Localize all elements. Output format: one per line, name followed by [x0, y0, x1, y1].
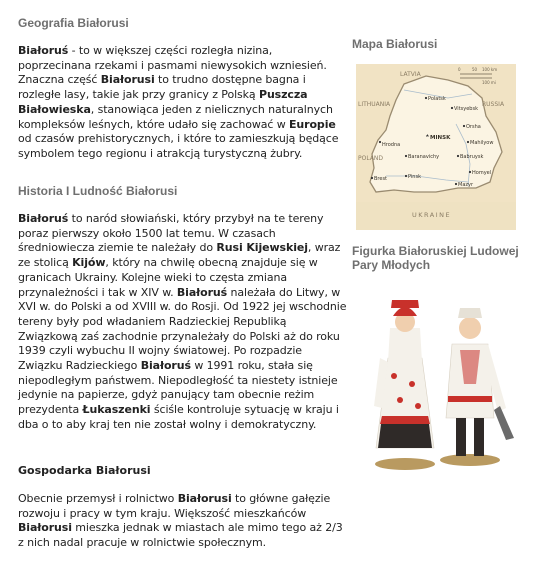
- city-minsk: MINSK: [430, 135, 451, 141]
- city-polatsk: Polatsk: [428, 96, 446, 102]
- section-title-history: Historia I Ludność Białorusi: [18, 184, 178, 198]
- city-pinsk: Pinsk: [408, 174, 421, 180]
- map-title: Mapa Białorusi: [352, 37, 438, 51]
- svg-text:100 km: 100 km: [482, 67, 498, 72]
- bold-term: Białorusi: [18, 521, 72, 535]
- text-run: ściśle kontroluje sytuację w kraju i dba o to aby kraj ten nie został wolny i demokratyczny.: [18, 403, 339, 431]
- bold-term: Kijów: [72, 256, 106, 270]
- bold-term: Białoruś: [176, 285, 228, 299]
- text-run: , który na chwilę obecną znajduje się w granicach Ukrainy. Kolejne wieki to częsta zmiana przynależności i tak w XIV w.: [18, 256, 318, 299]
- label-ukraine: UKRAINE: [412, 211, 452, 219]
- figurine-title: Figurka Białoruskiej Ludowej Pary Młodych: [352, 244, 519, 272]
- geography-paragraph: [18, 44, 348, 162]
- svg-text:100 mi: 100 mi: [482, 80, 496, 85]
- label-lithuania: LITHUANIA: [358, 101, 391, 108]
- label-poland: POLAND: [358, 155, 384, 162]
- section-title-geography: Geografia Białorusi: [18, 16, 129, 30]
- label-russia: RUSSIA: [482, 101, 505, 108]
- bold-term: Białoruś: [18, 212, 69, 225]
- text-run: mieszka jednak w miastach ale mimo tego aż 2/3 z nich nadal pracuje w rolnictwie społecznym.: [18, 521, 343, 550]
- svg-text:0: 0: [458, 67, 461, 72]
- bold-term: Puszcza Białowieska: [18, 88, 308, 116]
- text-run: w 1991 roku, stała się niepodległym państwem. Niepodległość ta niestety istnieje jedynie na papierze, gdyż panujący tam obecnie reżim prezydenta: [18, 359, 338, 417]
- section-title-economy: Gospodarka Białorusi: [18, 464, 151, 477]
- text-run: to trudno dostępne bagna i rozległe lasy, takie jak przy granicy z Polską: [18, 73, 306, 102]
- figurine-image: [360, 288, 520, 474]
- city-hrodna: Hrodna: [382, 142, 401, 148]
- bold-term: Białoruś: [140, 359, 191, 373]
- text-run: Obecnie przemysł i rolnictwo: [18, 492, 178, 505]
- text-run: należała do Litwy, w XVI w. do Polski a od XVIII w. do Rosji. Od 1922 jej wschodnie tereny były pod władaniem Radzieckiej Republiką Związkową zaś zachodnie przynależały do Polski aż do roku 1939 czyli wybuchu II wojny światowej. Po rozpadzie Związku Radzieckiego: [18, 285, 347, 373]
- city-baranavichy: Baranavichy: [408, 154, 440, 160]
- city-brest: Brest: [374, 176, 388, 182]
- city-orsha: Orsha: [466, 124, 481, 130]
- label-latvia: LATVIA: [400, 71, 421, 78]
- bold-term: Europie: [289, 117, 336, 131]
- svg-text:50: 50: [472, 67, 478, 72]
- city-mazyr: Mazyr: [458, 182, 474, 188]
- belarus-map: [356, 64, 516, 230]
- history-paragraph: [18, 212, 348, 433]
- bold-term: Łukaszenki: [82, 403, 151, 417]
- economy-paragraph: [18, 492, 348, 551]
- text-run: to główne gałęzie rozwoju i pracy w tym kraju. Większość mieszkańców: [18, 492, 331, 520]
- city-vitsyebsk: Vitsyebsk: [454, 106, 478, 112]
- city-babruysk: Babruysk: [460, 154, 484, 160]
- city-homyel: Homyel: [472, 170, 492, 176]
- text-run: to naród słowiański, który przybył na te tereny poraz pierwszy około 1500 lat temu. W czasach średniowiecza ziemie te należały do: [18, 212, 324, 255]
- city-mahilyow: Mahilyow: [470, 140, 494, 146]
- bold-term: Białorusi: [177, 492, 232, 505]
- text-run: od czasów prehistorycznych, i które to zamieszkują będące symbolem tego regionu i atrakcją turystyczną żubry.: [18, 132, 339, 160]
- text-run: , wraz ze stolicą: [18, 241, 341, 270]
- text-run: - to w większej części rozległa nizina, poprzecinana rzekami i pasmami niewysokich wzniesień. Znaczna część: [18, 44, 327, 87]
- text-run: , stanowiąca jeden z nielicznych naturalnych kompleksów leśnych, które udało się zachować w: [18, 102, 333, 131]
- bold-term: Białoruś: [18, 44, 69, 57]
- bold-term: Rusi Kijewskiej: [216, 241, 308, 255]
- bold-term: Białorusi: [100, 73, 155, 87]
